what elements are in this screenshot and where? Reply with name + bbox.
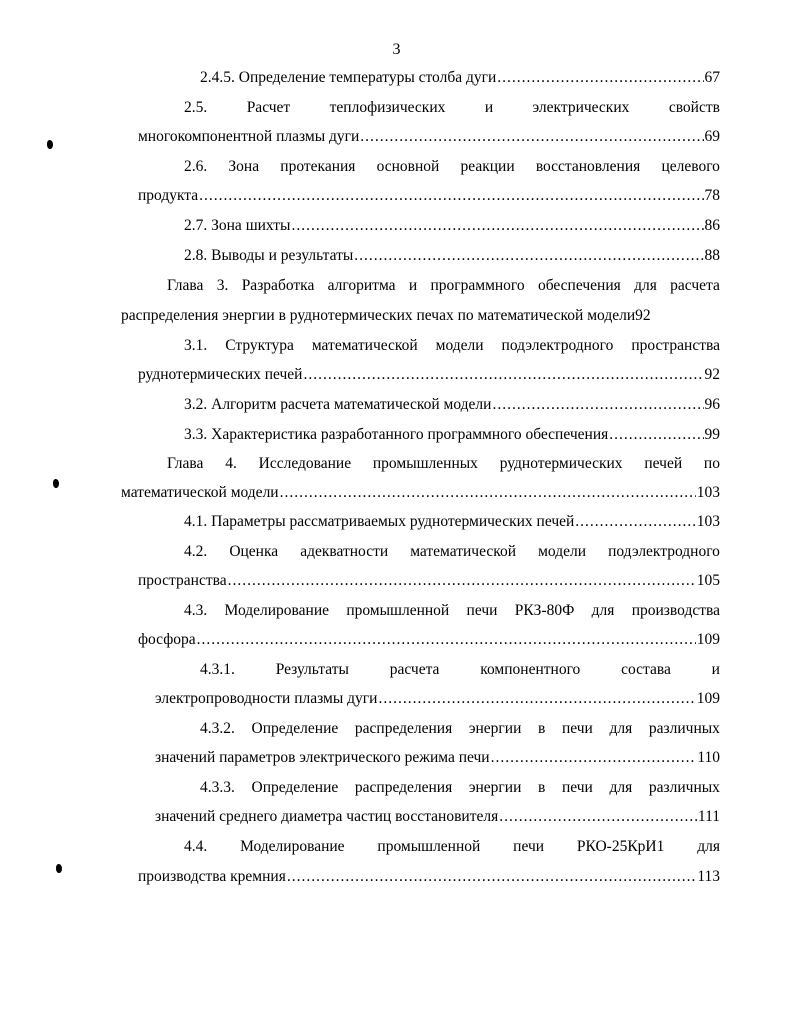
toc-entry bbox=[155, 806, 720, 828]
dot-leader bbox=[287, 866, 696, 888]
toc-word: Глава bbox=[167, 455, 204, 472]
scan-artifact-mark bbox=[47, 140, 53, 149]
toc-chapter-line bbox=[167, 275, 720, 297]
toc-entry-title: пространства bbox=[138, 572, 227, 589]
toc-word: производства bbox=[631, 602, 720, 619]
toc-word: для bbox=[697, 838, 720, 855]
dot-leader bbox=[199, 185, 703, 207]
toc-entry-page: 69 bbox=[704, 128, 720, 145]
toc-word: математической bbox=[410, 543, 517, 560]
toc-word: обеспечения bbox=[537, 277, 621, 294]
toc-entry bbox=[200, 67, 720, 89]
toc-word: Разработка bbox=[241, 277, 315, 294]
toc-word: и bbox=[408, 277, 418, 294]
dot-leader bbox=[491, 747, 697, 769]
dot-leader bbox=[575, 511, 695, 533]
toc-word: Расчет bbox=[246, 99, 291, 116]
toc-word: целевого bbox=[661, 158, 720, 175]
toc-word: модели bbox=[435, 337, 484, 354]
toc-word: РКЗ-80Ф bbox=[514, 602, 575, 619]
toc-word: 2.5. bbox=[184, 99, 208, 116]
toc-entry bbox=[155, 747, 720, 769]
toc-word: теплофизических bbox=[329, 99, 446, 116]
toc-word: реакции bbox=[460, 158, 515, 175]
toc-word: Определение bbox=[251, 779, 339, 796]
toc-entry-page: 96 bbox=[704, 396, 720, 413]
toc-word: 4.3.2. bbox=[200, 720, 235, 737]
toc-word: Зона bbox=[228, 158, 260, 175]
dot-leader bbox=[280, 482, 696, 504]
toc-word: модели bbox=[538, 543, 587, 560]
scan-artifact-mark bbox=[53, 479, 59, 488]
toc-entry-page: 105 bbox=[696, 572, 720, 589]
toc-word: состава bbox=[621, 661, 671, 678]
toc-word: руднотермических bbox=[499, 455, 623, 472]
toc-entry-line bbox=[200, 659, 720, 681]
toc-word: 4.3. bbox=[184, 602, 208, 619]
toc-word: энергии bbox=[468, 720, 522, 737]
toc-word: расчета bbox=[670, 277, 720, 294]
toc-word: алгоритма bbox=[327, 277, 396, 294]
toc-word: программного bbox=[430, 277, 525, 294]
toc-entry bbox=[138, 364, 720, 386]
toc-entry-line bbox=[184, 836, 720, 858]
toc-word: промышленной bbox=[377, 838, 481, 855]
toc-word: 4. bbox=[225, 455, 237, 472]
dot-leader bbox=[228, 570, 696, 592]
toc-word: 4.3.1. bbox=[200, 661, 235, 678]
toc-word: и bbox=[484, 99, 494, 116]
toc-entry-page: 109 bbox=[696, 690, 720, 707]
toc-entry bbox=[184, 511, 720, 533]
toc-entry-page: 78 bbox=[704, 187, 720, 204]
dot-leader bbox=[497, 67, 703, 89]
toc-entry-line bbox=[184, 335, 720, 357]
toc-entry-title: производства кремния bbox=[138, 868, 286, 885]
toc-entry-title: 2.7. Зона шихты bbox=[184, 217, 291, 234]
toc-entry bbox=[184, 394, 720, 416]
toc-entry-page: 111 bbox=[697, 808, 720, 825]
toc-word: протекания bbox=[280, 158, 356, 175]
toc-entry bbox=[138, 629, 720, 651]
toc-entry-title: 2.8. Выводы и результаты bbox=[184, 247, 354, 264]
toc-word: печи bbox=[513, 838, 545, 855]
toc-chapter-entry bbox=[121, 305, 720, 327]
toc-word: в bbox=[538, 779, 546, 796]
toc-word: Определение bbox=[251, 720, 339, 737]
toc-entry bbox=[138, 866, 720, 888]
toc-word: адекватности bbox=[300, 543, 389, 560]
dot-leader bbox=[499, 806, 697, 828]
toc-chapter-line bbox=[167, 453, 720, 475]
toc-entry-line bbox=[200, 777, 720, 799]
toc-word: печи bbox=[561, 779, 593, 796]
toc-entry-line bbox=[184, 600, 720, 622]
toc-word: и bbox=[711, 661, 720, 678]
toc-entry bbox=[184, 424, 720, 446]
toc-entry-title: 3.2. Алгоритм расчета математической модели bbox=[184, 396, 492, 413]
toc-word: Исследование bbox=[258, 455, 352, 472]
toc-entry-page: 110 bbox=[697, 749, 720, 766]
toc-entry bbox=[138, 126, 720, 148]
toc-word: подэлектродного bbox=[501, 337, 614, 354]
dot-leader bbox=[492, 394, 703, 416]
toc-entry bbox=[184, 245, 720, 267]
toc-word: для bbox=[591, 602, 615, 619]
page-number: 3 bbox=[392, 41, 401, 58]
toc-entry-page: 113 bbox=[697, 868, 720, 885]
scan-artifact-mark bbox=[56, 864, 62, 873]
toc-entry-page: 67 bbox=[704, 69, 720, 86]
toc-entry-page: 103 bbox=[696, 484, 720, 501]
toc-word: 3. bbox=[216, 277, 229, 294]
toc-word: расчета bbox=[389, 661, 440, 678]
toc-word: для bbox=[609, 779, 633, 796]
toc-entry-line bbox=[184, 156, 720, 178]
toc-entry-line bbox=[184, 541, 720, 563]
toc-word: свойств bbox=[668, 99, 720, 116]
toc-word: восстановления bbox=[535, 158, 641, 175]
dot-leader bbox=[609, 424, 703, 446]
toc-chapter-entry bbox=[121, 482, 720, 504]
toc-word: печи bbox=[561, 720, 593, 737]
toc-entry-title: руднотермических печей bbox=[138, 366, 303, 383]
toc-word: Моделирование bbox=[224, 602, 330, 619]
toc-entry-title: математической модели bbox=[121, 484, 279, 501]
toc-word: для bbox=[609, 720, 633, 737]
toc-word: 4.2. bbox=[184, 543, 208, 560]
toc-word: различных bbox=[648, 779, 720, 796]
dot-leader bbox=[197, 629, 696, 651]
toc-entry-title: многокомпонентной плазмы дуги bbox=[138, 128, 360, 145]
dot-leader bbox=[360, 126, 703, 148]
toc-entry-title: 2.4.5. Определение температуры столба дуги bbox=[200, 69, 497, 86]
toc-word: Результаты bbox=[275, 661, 349, 678]
toc-entry-page: 103 bbox=[696, 513, 720, 530]
toc-word: основной bbox=[376, 158, 440, 175]
toc-word: Оценка bbox=[229, 543, 279, 560]
toc-entry-title: продукта bbox=[138, 187, 199, 204]
toc-word: подэлектродного bbox=[608, 543, 720, 560]
toc-entry-title: распределения энергии в руднотермических печах по математической модели92 bbox=[121, 307, 651, 324]
toc-word: промышленной bbox=[346, 602, 450, 619]
toc-word: РКО-25КрИ1 bbox=[576, 838, 665, 855]
toc-word: 2.6. bbox=[184, 158, 208, 175]
toc-word: распределения bbox=[354, 720, 453, 737]
toc-word: различных bbox=[648, 720, 720, 737]
toc-entry-title: 4.1. Параметры рассматриваемых руднотермических печей bbox=[184, 513, 575, 530]
toc-word: Моделирование bbox=[240, 838, 345, 855]
toc-entry-page: 86 bbox=[704, 217, 720, 234]
toc-word: в bbox=[538, 720, 546, 737]
toc-word: 4.4. bbox=[184, 838, 208, 855]
toc-word: для bbox=[634, 277, 657, 294]
toc-word: математической bbox=[311, 337, 418, 354]
toc-word: энергии bbox=[468, 779, 522, 796]
toc-word: печей bbox=[644, 455, 683, 472]
toc-entry-page: 109 bbox=[696, 631, 720, 648]
toc-entry-page: 92 bbox=[704, 366, 720, 383]
toc-word: Глава bbox=[167, 277, 204, 294]
dot-leader bbox=[291, 215, 703, 237]
toc-entry-title: фосфора bbox=[138, 631, 196, 648]
toc-word: электрических bbox=[532, 99, 630, 116]
toc-word: 3.1. bbox=[184, 337, 208, 354]
toc-word: по bbox=[703, 455, 720, 472]
toc-entry-line bbox=[184, 97, 720, 119]
toc-entry-page: 99 bbox=[704, 426, 720, 443]
toc-word: печи bbox=[466, 602, 498, 619]
toc-entry bbox=[155, 688, 720, 710]
toc-entry bbox=[138, 185, 720, 207]
toc-entry-title: значений среднего диаметра частиц восстановителя bbox=[155, 808, 499, 825]
toc-entry-title: 3.3. Характеристика разработанного программного обеспечения bbox=[184, 426, 609, 443]
toc-word: компонентного bbox=[480, 661, 581, 678]
toc-entry bbox=[184, 215, 720, 237]
toc-word: 4.3.3. bbox=[200, 779, 235, 796]
toc-entry-title: электропроводности плазмы дуги bbox=[155, 690, 378, 707]
toc-entry-page: 88 bbox=[704, 247, 720, 264]
dot-leader bbox=[303, 364, 703, 386]
toc-word: пространства bbox=[631, 337, 720, 354]
toc-word: промышленных bbox=[372, 455, 478, 472]
dot-leader bbox=[354, 245, 703, 267]
dot-leader bbox=[378, 688, 695, 710]
toc-word: Структура bbox=[225, 337, 294, 354]
toc-entry-line bbox=[200, 718, 720, 740]
toc-entry bbox=[138, 570, 720, 592]
toc-entry-title: значений параметров электрического режима печи bbox=[155, 749, 490, 766]
toc-word: распределения bbox=[354, 779, 453, 796]
